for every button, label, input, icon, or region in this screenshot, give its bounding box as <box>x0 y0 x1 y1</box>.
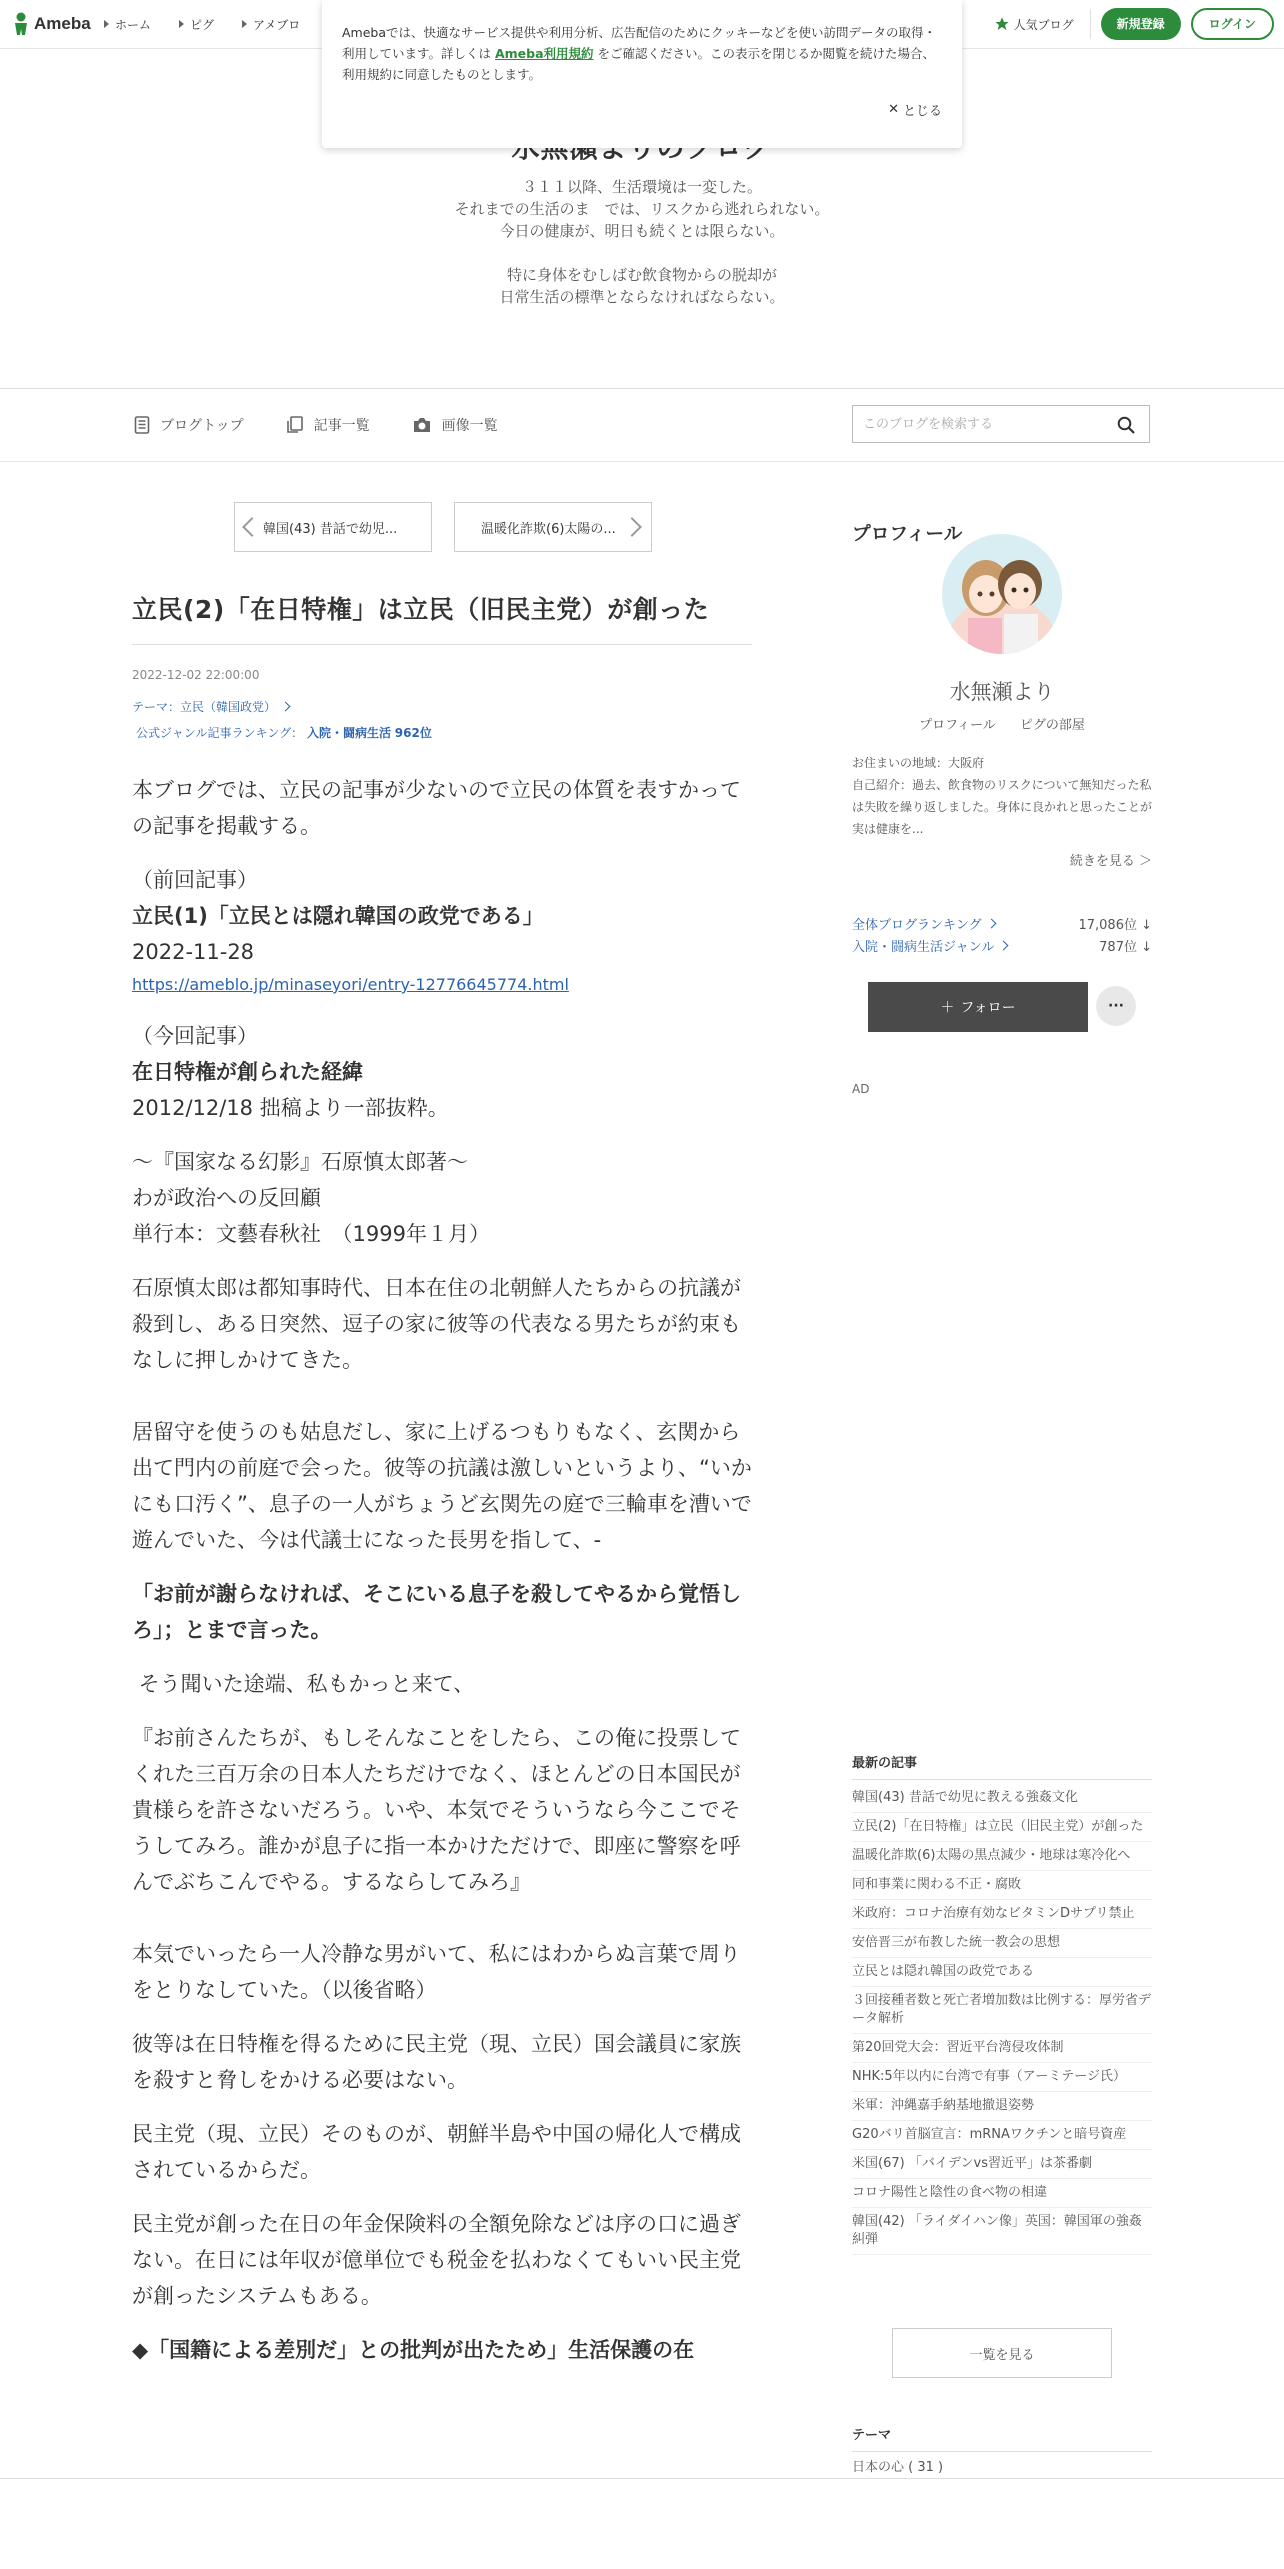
cookie-message <box>342 22 942 85</box>
blog-top-link[interactable] <box>134 415 244 435</box>
overall-ranking-label: 全体ブログランキング <box>852 918 982 933</box>
article-paragraph: 本気でいったら一人冷静な男がいて、私にはわからぬ言葉で周りをとりなしていた。（以後省略） <box>132 1942 741 2002</box>
prev-entry-button[interactable] <box>234 502 432 552</box>
cookie-close-button[interactable] <box>888 100 942 119</box>
latest-article-item[interactable]: ３回接種者数と死亡者増加数は比例する：厚労省データ解析 <box>852 1987 1152 2034</box>
genre-ranking-row <box>852 936 1152 955</box>
image-list-label: 画像一覧 <box>441 418 498 434</box>
triangle-icon <box>179 20 184 28</box>
latest-article-item[interactable]: 第20回党大会：習近平台湾侵攻体制 <box>852 2034 1152 2063</box>
entry-list-label: 記事一覧 <box>313 418 370 434</box>
genre-ranking-link[interactable] <box>852 936 1007 955</box>
genre-ranking-label: 入院・闘病生活ジャンル <box>852 940 995 955</box>
ranking-label: 公式ジャンル記事ランキング： <box>136 726 304 740</box>
latest-article-item[interactable]: コロナ陽性と陰性の食べ物の相違 <box>852 2179 1152 2208</box>
overall-ranking-row <box>852 914 1152 933</box>
ad-label: AD <box>852 1082 870 1096</box>
login-button[interactable]: ログイン <box>1191 8 1274 40</box>
article-paragraph: 彼等は在日特権を得るために民主党（現、立民）国会議員に家族を殺すと脅しをかける必要はない。 <box>132 2032 741 2092</box>
global-nav-ameblo-label: アメブロ <box>253 17 301 32</box>
prev-article-title-text: 立民(1)「立民とは隠れ韓国の政党である」 <box>132 904 544 928</box>
popular-blog-label: 人気ブログ <box>1013 17 1074 32</box>
article-paragraph: 『お前さんたちが、もしそんなことをしたら、この俺に投票してくれた三百万余の日本人たちだけでなく、ほとんどの日本国民が貴様らを許さないだろう。いや、本気でそういうなら今ここでそうしてみろ。誰かが息子に指一本かけただけで、即座に警察を呼んでぶちこんでやる。するならしてみろ』 <box>132 1726 741 1894</box>
latest-article-item[interactable]: 安倍晋三が布教した統一教会の思想 <box>852 1929 1152 1958</box>
ameba-logo-text: Ameba <box>34 14 91 33</box>
article-bold-text: 「お前が謝らなければ、そこにいる息子を殺してやるから覚悟しろ」；とまで言った。 <box>132 1582 741 1642</box>
star-icon <box>994 16 1010 32</box>
divider <box>132 644 752 645</box>
copy-icon <box>286 416 304 434</box>
latest-articles-heading: 最新の記事 <box>852 1752 1152 1780</box>
current-article-note: 2012/12/18 拙稿より一部抜粋。 <box>132 1096 449 1120</box>
triangle-icon <box>242 20 247 28</box>
latest-article-item[interactable]: 温暖化詐欺(6)太陽の黒点減少・地球は寒冷化へ <box>852 1842 1152 1871</box>
document-icon <box>134 416 150 434</box>
current-article-heading <box>132 1054 752 1090</box>
plus-icon: ＋ <box>940 1000 955 1016</box>
ranking-value: 962位 <box>394 726 432 740</box>
latest-article-item[interactable]: 米国(67) 「バイデンvs習近平」は茶番劇 <box>852 2150 1152 2179</box>
cookie-close-label: とじる <box>902 104 942 119</box>
current-article-heading-text: 在日特権が創られた経緯 <box>132 1060 363 1084</box>
global-nav <box>104 0 300 48</box>
cookie-text-1: Amebaでは、快適なサービス提供や利用分析、広告配信のためにクッキーなどを使い訪問データの取得・利用しています。詳しくは <box>342 25 937 61</box>
latest-article-item[interactable]: 立民とは隠れ韓国の政党である <box>852 1958 1152 1987</box>
article-paragraph: 居留守を使うのも姑息だし、家に上げるつもりもなく、玄関から出て門内の前庭で会った。彼等の抗議は激しいというより、“いかにも口汚く”、息子の一人がちょうど玄関先の庭で三輪車を漕いで遊んでいた、今は代議士になった長男を指して、- <box>132 1420 752 1552</box>
profile-text <box>852 752 1152 840</box>
blog-nav <box>0 389 1284 462</box>
cookie-consent-dialog <box>322 0 962 148</box>
terms-link[interactable]: Ameba利用規約 <box>494 46 594 61</box>
latest-article-item[interactable]: 米政府：コロナ治療有効なビタミンDサプリ禁止 <box>852 1900 1152 1929</box>
book-publisher: 単行本：文藝春秋社 （1999年１月） <box>132 1222 490 1246</box>
latest-article-item[interactable]: 同和事業に関わる不正・腐敗 <box>852 1871 1152 1900</box>
profile-intro: 自己紹介：過去、飲食物のリスクについて無知だった私は失敗を繰り返しました。身体に良かれと思ったことが実は健康を... <box>852 778 1153 836</box>
global-header-actions <box>994 8 1274 40</box>
prev-entry-label: 韓国(43) 昔話で幼児... <box>263 521 398 537</box>
blog-nav-links <box>134 389 498 461</box>
blog-description: ３１１以降、生活環境は一変した。 それまでの生活のま では、リスクから逃れられない。 今日の健康が、明日も続くとは限らない。 特に身体をむしばむ飲食物からの脱却が 日常生活の標準とならなければならない。 <box>454 178 830 306</box>
genre-ranking[interactable] <box>136 724 432 741</box>
entry-pager <box>234 502 652 552</box>
chevron-right-icon <box>281 702 291 712</box>
profile-location: お住まいの地域：大阪府 <box>852 756 985 770</box>
article-paragraph-bold <box>132 1576 752 1648</box>
blog-top-label: ブログトップ <box>160 418 244 434</box>
global-nav-ameblo[interactable] <box>242 16 300 33</box>
article-paragraph-bold <box>132 2332 752 2368</box>
profile-name[interactable]: 水無瀬より <box>949 680 1055 704</box>
follow-button[interactable] <box>868 982 1088 1032</box>
chevron-right-icon <box>986 919 996 929</box>
register-button[interactable]: 新規登録 <box>1101 8 1181 40</box>
article-paragraph: 石原慎太郎は都知事時代、日本在住の北朝鮮人たちからの抗議が殺到し、ある日突然、逗子の家に彼等の代表なる男たちが約束もなしに押しかけてきた。 <box>132 1276 741 1372</box>
more-options-button[interactable]: ··· <box>1096 986 1136 1026</box>
popular-blog-link[interactable] <box>994 16 1074 33</box>
next-entry-button[interactable] <box>454 502 652 552</box>
article-theme-label: テーマ：立民（韓国政党） <box>132 700 277 714</box>
search-icon[interactable] <box>1117 416 1135 434</box>
latest-article-item[interactable]: 韓国(42) 「ライダイハン像」英国：韓国軍の強姦糾弾 <box>852 2208 1152 2255</box>
profile-heading: プロフィール <box>852 523 963 545</box>
next-entry-label: 温暖化詐欺(6)太陽の... <box>481 521 616 537</box>
global-nav-home[interactable] <box>104 16 151 33</box>
article-paragraph: そう聞いた途端、私もかっと来て、 <box>132 1672 475 1696</box>
article-title: 立民(2)「在日特権」は立民（旧民主党）が創った <box>132 595 710 624</box>
article-body <box>132 772 752 2368</box>
latest-article-item[interactable]: 米軍：沖縄嘉手納基地撤退姿勢 <box>852 2092 1152 2121</box>
prev-article-link[interactable]: https://ameblo.jp/minaseyori/entry-12776645774.html <box>132 975 569 994</box>
follow-label: フォロー <box>960 1000 1016 1016</box>
blog-search-box <box>852 405 1150 443</box>
cookie-text-2: をご確認ください。この表示を閉じるか閲覧を続けた場合、利用規約に同意したものとします。 <box>342 46 936 82</box>
prev-article-date: 2022-11-28 <box>132 940 255 964</box>
prev-article-label: （前回記事） <box>132 868 258 892</box>
global-nav-pigg-label: ピグ <box>190 17 215 32</box>
article-paragraph: 民主党（現、立民）そのものが、朝鮮半島や中国の帰化人で構成されているからだ。 <box>132 2122 741 2182</box>
pigg-room-link[interactable]: ピグの部屋 <box>1019 718 1085 733</box>
ameba-logo[interactable] <box>12 12 91 36</box>
global-nav-home-label: ホーム <box>115 17 152 32</box>
current-article-label: （今回記事） <box>132 1024 258 1048</box>
article-paragraph: 民主党が創った在日の年金保険料の全額免除などは序の口に過ぎない。在日には年収が億単位でも税金を払わなくてもいい民主党が創ったシステムもある。 <box>132 2212 741 2308</box>
article-paragraph: 本ブログでは、立民の記事が少ないので立民の体質を表すかっての記事を掲載する。 <box>132 778 741 838</box>
profile-avatar[interactable] <box>942 534 1062 654</box>
avatar-image <box>942 534 1062 654</box>
chevron-right-icon <box>999 941 1009 951</box>
profile-links <box>852 714 1152 733</box>
triangle-icon <box>104 20 109 28</box>
blog-search-input[interactable] <box>853 406 1113 442</box>
ranking-genre: 入院・闘病生活 <box>306 726 391 740</box>
latest-article-item[interactable]: 立民(2)「在日特権」は立民（旧民主党）が創った <box>852 1813 1152 1842</box>
image-list-link[interactable] <box>412 415 498 435</box>
theme-item[interactable]: 日本の心 ( 31 ) <box>852 2460 944 2475</box>
profile-link[interactable]: プロフィール <box>919 718 996 733</box>
chevron-left-icon <box>242 517 262 537</box>
view-all-button[interactable]: 一覧を見る <box>892 2328 1112 2378</box>
entry-list-link[interactable] <box>286 415 370 435</box>
latest-article-item[interactable]: G20バリ首脳宣言：mRNAワクチンと暗号資産 <box>852 2121 1152 2150</box>
latest-article-item[interactable]: NHK:5年以内に台湾で有事（アーミテージ氏） <box>852 2063 1152 2092</box>
camera-icon <box>412 416 432 434</box>
article-date: 2022-12-02 22:00:00 <box>132 668 260 682</box>
genre-ranking-value: 787位 ↓ <box>1099 940 1152 955</box>
close-icon: ✕ <box>888 102 899 117</box>
book-subtitle: わが政治への反回顧 <box>132 1186 321 1210</box>
ameba-logo-icon <box>12 12 30 36</box>
divider <box>1090 9 1091 39</box>
overall-ranking-value: 17,086位 ↓ <box>1078 918 1152 933</box>
bottom-bar <box>0 2478 1284 2569</box>
article-theme-link[interactable] <box>132 698 289 715</box>
prev-article-title <box>132 898 752 934</box>
latest-article-item[interactable]: 韓国(43) 昔話で幼児に教える強姦文化 <box>852 1784 1152 1813</box>
book-title: ～『国家なる幻影』石原慎太郎著～ <box>132 1150 468 1174</box>
latest-articles-list <box>852 1784 1152 2255</box>
profile-read-more[interactable]: 続きを見る ＞ <box>1069 854 1152 869</box>
chevron-right-icon <box>622 517 642 537</box>
overall-ranking-link[interactable] <box>852 914 995 933</box>
article-bold-text: ◆「国籍による差別だ」との批判が出たため」生活保護の在 <box>132 2338 695 2362</box>
theme-heading: テーマ <box>852 2424 1152 2452</box>
global-nav-pigg[interactable] <box>179 16 214 33</box>
